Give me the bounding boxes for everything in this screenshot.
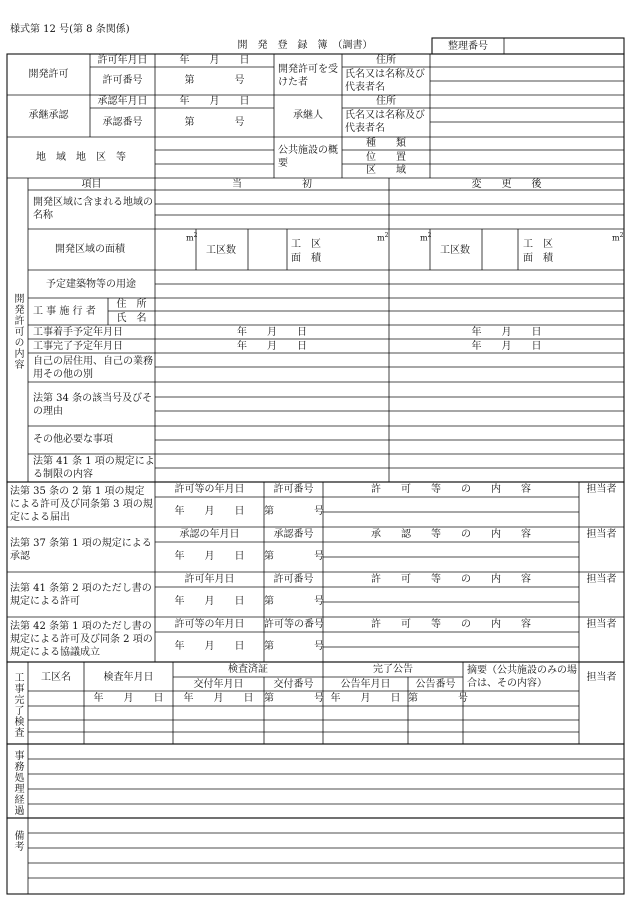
chakushu-label: 工事着手予定年月日: [33, 327, 123, 338]
kyoka-date-label: 許可年月日: [97, 55, 148, 66]
kyoka-no-value[interactable]: 第 号: [184, 75, 245, 86]
section-date-label: 許可年月日: [184, 574, 235, 585]
unit-m2-1: $m^2$: [186, 232, 198, 243]
section-tantou-label: 担当者: [586, 484, 617, 495]
section-no-value[interactable]: 第 号: [264, 596, 324, 607]
section-tantou-label: 担当者: [586, 574, 617, 585]
shokei-shonin-label: 承継承認: [28, 110, 69, 121]
sekou-label: 工 事 施 行 者: [33, 306, 96, 317]
section-date-value[interactable]: 年 月 日: [174, 551, 245, 562]
toushou-header: 当 初: [232, 179, 312, 190]
shonin-date-label: 承認年月日: [97, 96, 148, 107]
koukyou-label: 公共施設の概要: [278, 145, 338, 169]
koukoku-no-header: 公告番号: [415, 679, 456, 690]
tantou-header: 担当者: [586, 672, 617, 683]
section-label: 法第 41 条第 2 項のただし書の規定による許可: [10, 583, 152, 607]
koufu-date-header: 交付年月日: [193, 679, 244, 690]
shonin-no-value[interactable]: 第 号: [184, 117, 245, 128]
koukoku-date-header: 公告年月日: [340, 679, 391, 690]
koukoku-no-value[interactable]: 第 号: [408, 693, 468, 704]
section-no-label: 許可等の番号: [264, 619, 324, 630]
ichi-label: 位 置: [366, 152, 406, 163]
chakushu-henkou-date[interactable]: 年 月 日: [471, 327, 542, 338]
uketa-mono-label: 開発許可を受けた者: [278, 64, 338, 88]
unit-m2-3: $m^2$: [420, 232, 432, 243]
shonin-date-value[interactable]: 年 月 日: [179, 96, 250, 107]
section-date-label: 許可等の年月日: [174, 619, 245, 630]
section-date-label: 承認の年月日: [179, 529, 240, 540]
kensa-date-value[interactable]: 年 月 日: [93, 693, 164, 704]
section-no-value[interactable]: 第 号: [264, 506, 324, 517]
kuiki-name-label: 開発区域に含まれる地域の名称: [33, 197, 153, 221]
jusho-label-2: 住所: [376, 96, 396, 107]
kanryou-label: 工事完了予定年月日: [33, 341, 123, 352]
section-no-label: 許可番号: [273, 484, 314, 495]
section-no-label: 許可番号: [273, 574, 314, 585]
koufu-no-value[interactable]: 第 号: [264, 693, 324, 704]
koukoku-date-value[interactable]: 年 月 日: [330, 693, 401, 704]
jusho-label-1: 住所: [376, 55, 396, 66]
content-side-label: 開発許可の内容: [12, 293, 23, 370]
kyojuu-label: 自己の居住用、自己の業務用その他の別: [33, 356, 153, 380]
kouku-header: 工区名: [41, 672, 71, 683]
shimei-label-1: 氏名又は名称及び代表者名: [345, 69, 425, 93]
koufu-no-header: 交付番号: [273, 679, 314, 690]
kyoka-date-value[interactable]: 年 月 日: [179, 55, 250, 66]
bikou-side: 備考: [12, 830, 23, 852]
kuiki-menseki-label-2: 工 区 面 積: [523, 239, 553, 264]
form-number: 様式第 12 号(第 8 条関係): [10, 24, 130, 35]
section-no-value[interactable]: 第 号: [264, 641, 324, 652]
section-naiyou-label: 許 可 等 の 内 容: [371, 484, 531, 495]
section-label: 法第 37 条第 1 項の規定による承認: [10, 538, 152, 562]
section-naiyou-label: 許 可 等 の 内 容: [371, 619, 531, 630]
shurui-label: 種 類: [366, 138, 406, 149]
section-date-value[interactable]: 年 月 日: [174, 641, 245, 652]
chakushu-toushou-date[interactable]: 年 月 日: [237, 327, 307, 338]
kanryou-koukoku-header: 完了公告: [373, 664, 413, 675]
kanryou-kensa-side: 工事完了検査: [12, 672, 23, 738]
kensa-sumi-header: 検査済証: [228, 664, 268, 675]
section-date-label: 許可等の年月日: [174, 484, 245, 495]
chiiki-label: 地 域 地 区 等: [36, 152, 126, 163]
sonota-label: その他必要な事項: [33, 434, 113, 445]
section-date-value[interactable]: 年 月 日: [174, 596, 245, 607]
jimu-side: 事務処理経過: [12, 750, 23, 816]
unit-m2-4: $m^2$: [612, 232, 624, 243]
kuiki-menseki-label-1: 工 区 面 積: [291, 239, 321, 264]
seiri-label: 整理番号: [448, 41, 488, 52]
section-label: 法第 42 条第 1 項のただし書の規定による許可及び同条 2 項の規定による協議成立: [10, 621, 153, 658]
form-title: 開 発 登 録 簿 （調書）: [237, 40, 373, 51]
kuiki-label: 区 域: [366, 165, 406, 176]
sekou-shimei-label: 氏 名: [116, 313, 147, 324]
kyoka-no-label: 許可番号: [102, 75, 143, 86]
kuiki-su-label-1: 工区数: [206, 245, 236, 256]
section-tantou-label: 担当者: [586, 529, 617, 540]
kanryou-toushou-date[interactable]: 年 月 日: [237, 341, 307, 352]
tekiyou-header: 摘要（公共施設のみの場合は、その内容）: [467, 665, 577, 689]
section-naiyou-label: 承 認 等 の 内 容: [371, 529, 531, 540]
sekou-jusho-label: 住 所: [116, 299, 147, 310]
section-label: 法第 35 条の 2 第 1 項の規定による許可及び同条第 3 項の規定による届出: [10, 486, 153, 523]
yotei-label: 予定建築物等の用途: [46, 279, 136, 290]
henkou-header: 変 更 後: [471, 179, 542, 190]
shimei-label-2: 氏名又は名称及び代表者名: [345, 110, 425, 134]
section-naiyou-label: 許 可 等 の 内 容: [371, 574, 531, 585]
shokeinin-label: 承継人: [293, 110, 323, 121]
shonin-no-label: 承認番号: [102, 117, 143, 128]
koumoku-header: 項目: [81, 179, 102, 190]
section-no-label: 承認番号: [273, 529, 314, 540]
kanryou-henkou-date[interactable]: 年 月 日: [471, 341, 542, 352]
section-date-value[interactable]: 年 月 日: [174, 506, 245, 517]
kensa-date-header: 検査年月日: [103, 672, 154, 683]
section-tantou-label: 担当者: [586, 619, 617, 630]
koufu-date-value[interactable]: 年 月 日: [183, 693, 254, 704]
kuiki-su-label-2: 工区数: [440, 245, 470, 256]
hou41-label: 法第 41 条 1 項の規定による制限の内容: [33, 456, 155, 480]
unit-m2-2: $m^2$: [377, 232, 389, 243]
section-no-value[interactable]: 第 号: [264, 551, 324, 562]
hou34-label: 法第 34 条の該当号及びその理由: [33, 393, 153, 417]
menseki-label: 開発区域の面積: [55, 244, 125, 255]
kaihatsu-kyoka-label: 開発許可: [28, 69, 69, 80]
